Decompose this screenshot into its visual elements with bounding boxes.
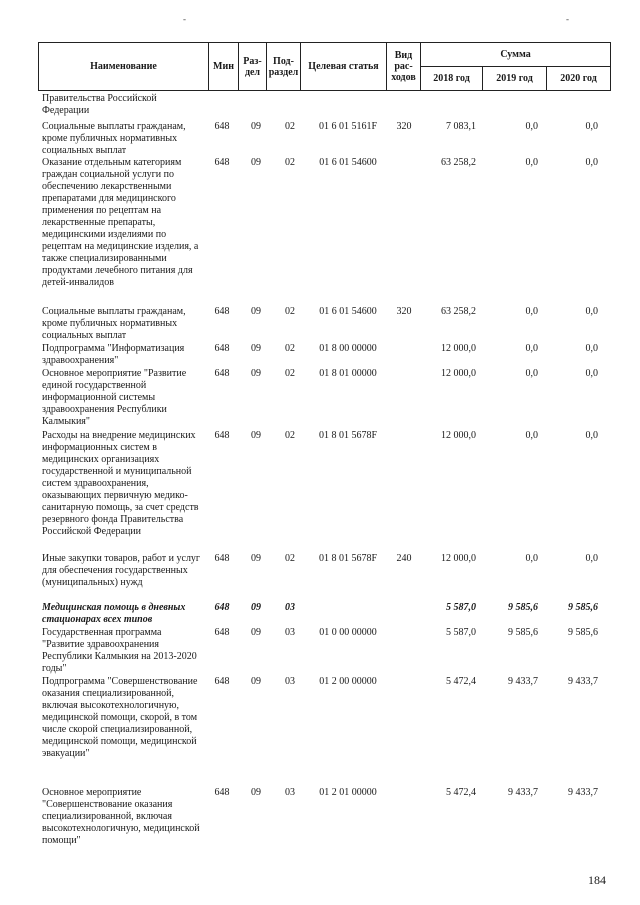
row-sum-2019: 0,0 bbox=[525, 430, 538, 441]
row-name: Оказание отдельным категориям граждан социальной услуги по обеспечению лекарственными препаратами для медицинского применения по рецептам на лекарственные препараты, медицинскими изделиями по рецептам на медицинские изделия, а также специализированными продуктами лечебного питания для детей-инвалидов bbox=[42, 157, 199, 288]
row-name: Основное мероприятие "Совершенствование оказания специализированной, включая высокотехнологичную, медицинской помощи" bbox=[42, 787, 200, 846]
row-razdel: 09 bbox=[251, 121, 261, 132]
row-sum-2020: 0,0 bbox=[585, 306, 598, 317]
header-year-2020: 2020 год bbox=[547, 67, 611, 91]
row-sum-2018: 5 587,0 bbox=[446, 627, 476, 638]
row-target-article: 01 6 01 5161F bbox=[318, 121, 378, 132]
header-year-2018: 2018 год bbox=[421, 67, 483, 91]
row-sum-2020: 9 585,6 bbox=[568, 627, 598, 638]
row-razdel: 09 bbox=[251, 553, 261, 564]
row-min: 648 bbox=[214, 121, 230, 132]
row-razdel: 09 bbox=[251, 627, 261, 638]
row-razdel: 09 bbox=[251, 157, 261, 168]
row-min: 648 bbox=[214, 368, 230, 379]
row-name: Правительства Российской Федерации bbox=[42, 93, 157, 116]
row-sum-2018: 12 000,0 bbox=[441, 553, 476, 564]
header-name: Наименование bbox=[39, 43, 209, 91]
row-target-article: 01 2 00 00000 bbox=[319, 676, 377, 687]
row-target-article: 01 0 00 00000 bbox=[319, 627, 377, 638]
row-min: 648 bbox=[214, 787, 230, 798]
row-min: 648 bbox=[214, 676, 230, 687]
row-sum-2018: 63 258,2 bbox=[441, 306, 476, 317]
row-podrazdel: 03 bbox=[285, 787, 295, 798]
row-razdel: 09 bbox=[251, 676, 261, 687]
header-expense-type: Вид рас-ходов bbox=[387, 43, 421, 91]
row-podrazdel: 02 bbox=[285, 343, 295, 354]
row-name: Социальные выплаты гражданам, кроме публичных нормативных социальных выплат bbox=[42, 121, 186, 156]
row-razdel: 09 bbox=[251, 368, 261, 379]
row-razdel: 09 bbox=[251, 343, 261, 354]
row-podrazdel: 02 bbox=[285, 121, 295, 132]
scan-mark-right: - bbox=[566, 14, 569, 24]
header-podrazdel: Под-раздел bbox=[267, 43, 301, 91]
row-min: 648 bbox=[214, 553, 230, 564]
row-min: 648 bbox=[214, 602, 230, 613]
row-expense-type: 320 bbox=[396, 306, 412, 317]
table-header bbox=[38, 42, 610, 91]
scan-mark-left: - bbox=[183, 14, 186, 24]
row-min: 648 bbox=[214, 306, 230, 317]
row-name: Расходы на внедрение медицинских информационных систем в медицинских организациях государственной и муниципальной систем здравоохранения, оказывающих первичную медико-санитарную помощь, за счет средств резервного фонда Правительства Российской Федерации bbox=[42, 430, 199, 537]
row-sum-2019: 0,0 bbox=[525, 368, 538, 379]
row-min: 648 bbox=[214, 157, 230, 168]
page-number: 184 bbox=[588, 873, 606, 887]
row-min: 648 bbox=[214, 430, 230, 441]
row-razdel: 09 bbox=[251, 430, 261, 441]
row-sum-2020: 9 433,7 bbox=[568, 676, 598, 687]
row-sum-2020: 0,0 bbox=[585, 430, 598, 441]
row-target-article: 01 8 01 5678F bbox=[318, 553, 378, 564]
row-target-article: 01 8 01 5678F bbox=[318, 430, 378, 441]
row-name: Иные закупки товаров, работ и услуг для обеспечения государственных (муниципальных) нужд bbox=[42, 553, 201, 588]
header-target-article: Целевая статья bbox=[301, 43, 387, 91]
row-podrazdel: 03 bbox=[285, 627, 295, 638]
row-target-article: 01 6 01 54600 bbox=[319, 306, 377, 317]
row-razdel: 09 bbox=[251, 602, 261, 613]
row-sum-2019: 9 433,7 bbox=[508, 787, 538, 798]
row-sum-2019: 0,0 bbox=[525, 343, 538, 354]
row-name: Основное мероприятие "Развитие единой государственной информационной системы здравоохранения Республики Калмыкия" bbox=[42, 368, 187, 427]
row-name: Подпрограмма "Информатизация здравоохранения" bbox=[42, 343, 185, 366]
row-sum-2019: 0,0 bbox=[525, 121, 538, 132]
row-name: Социальные выплаты гражданам, кроме публичных нормативных социальных выплат bbox=[42, 306, 186, 341]
row-podrazdel: 02 bbox=[285, 368, 295, 379]
row-podrazdel: 02 bbox=[285, 157, 295, 168]
row-min: 648 bbox=[214, 343, 230, 354]
header-sum: Сумма bbox=[421, 43, 611, 67]
row-sum-2018: 63 258,2 bbox=[441, 157, 476, 168]
row-sum-2020: 0,0 bbox=[585, 368, 598, 379]
row-sum-2019: 0,0 bbox=[525, 553, 538, 564]
row-target-article: 01 8 01 00000 bbox=[319, 368, 377, 379]
row-sum-2019: 9 585,6 bbox=[508, 602, 538, 613]
row-target-article: 01 6 01 54600 bbox=[319, 157, 377, 168]
header-razdel: Раз-дел bbox=[239, 43, 267, 91]
row-expense-type: 240 bbox=[396, 553, 412, 564]
row-sum-2019: 9 585,6 bbox=[508, 627, 538, 638]
row-sum-2018: 12 000,0 bbox=[441, 430, 476, 441]
row-name: Медицинская помощь в дневных стационарах всех типов bbox=[42, 602, 186, 625]
row-sum-2018: 12 000,0 bbox=[441, 343, 476, 354]
row-razdel: 09 bbox=[251, 306, 261, 317]
row-sum-2019: 0,0 bbox=[525, 157, 538, 168]
header-min: Мин bbox=[209, 43, 239, 91]
row-podrazdel: 03 bbox=[285, 602, 295, 613]
row-min: 648 bbox=[214, 627, 230, 638]
row-sum-2018: 7 083,1 bbox=[446, 121, 476, 132]
row-target-article: 01 2 01 00000 bbox=[319, 787, 377, 798]
row-razdel: 09 bbox=[251, 787, 261, 798]
row-sum-2020: 9 433,7 bbox=[568, 787, 598, 798]
row-name: Подпрограмма "Совершенствование оказания специализированной, включая высокотехнологичную, медицинской помощи, скорой, в том числе скорой специализированной, медицинской помощи, медицинской эвакуации" bbox=[42, 676, 198, 759]
row-sum-2019: 0,0 bbox=[525, 306, 538, 317]
row-podrazdel: 02 bbox=[285, 553, 295, 564]
row-name: Государственная программа "Развитие здравоохранения Республики Калмыкия на 2013-2020 годы" bbox=[42, 627, 197, 674]
row-sum-2020: 0,0 bbox=[585, 553, 598, 564]
header-year-2019: 2019 год bbox=[483, 67, 547, 91]
row-podrazdel: 02 bbox=[285, 430, 295, 441]
row-podrazdel: 02 bbox=[285, 306, 295, 317]
row-sum-2020: 9 585,6 bbox=[568, 602, 598, 613]
row-podrazdel: 03 bbox=[285, 676, 295, 687]
row-sum-2018: 5 587,0 bbox=[446, 602, 476, 613]
row-sum-2018: 12 000,0 bbox=[441, 368, 476, 379]
row-sum-2020: 0,0 bbox=[585, 343, 598, 354]
row-sum-2019: 9 433,7 bbox=[508, 676, 538, 687]
row-expense-type: 320 bbox=[396, 121, 412, 132]
row-sum-2018: 5 472,4 bbox=[446, 787, 476, 798]
row-target-article: 01 8 00 00000 bbox=[319, 343, 377, 354]
row-sum-2020: 0,0 bbox=[585, 157, 598, 168]
row-sum-2020: 0,0 bbox=[585, 121, 598, 132]
row-sum-2018: 5 472,4 bbox=[446, 676, 476, 687]
